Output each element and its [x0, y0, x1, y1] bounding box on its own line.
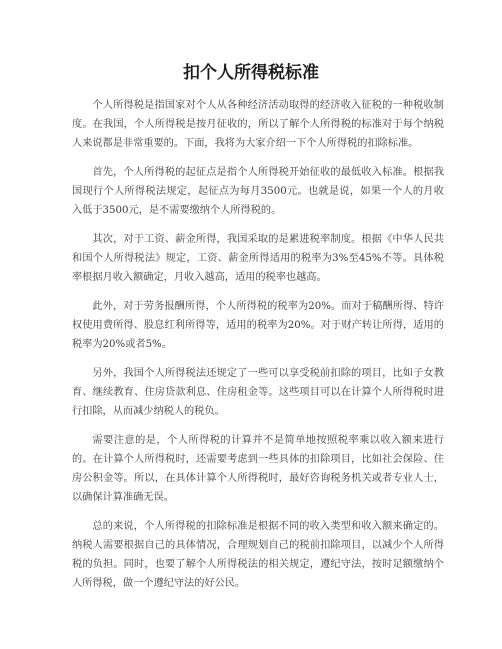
paragraph-deductions: 另外，我国个人所得税法还规定了一些可以享受税前扣除的项目，比如子女教育、继续教育、住房贷款利息、住房租金等。这些项目可以在计算个人所得税时进行扣除，从而减少纳税人的税负。	[72, 368, 444, 417]
paragraph-intro: 个人所得税是指国家对个人从各种经济活动取得的经济收入征税的一种税收制度。在我国，个人所得税是按月征收的，所以了解个人所得税的标准对于每个纳税人来说都是非常重要的。下面，我将为大家介绍一下个人所得税的扣除标准。	[72, 100, 444, 149]
paragraph-other-income-rates: 此外，对于劳务报酬所得，个人所得税的税率为20%。而对于稿酬所得、特许权使用费所得、股息红利所得等，适用的税率为20%。对于财产转让所得，适用的税率为20%或者5%。	[72, 301, 444, 350]
paragraph-progressive-rate: 其次，对于工资、薪金所得，我国采取的是累进税率制度。根据《中华人民共和国个人所得税法》规定，工资、薪金所得适用的税率为3%至45%不等。具体税率根据月收入额确定，月收入越高，适用的税率也越高。	[72, 234, 444, 283]
document-title: 扣个人所得税标准	[183, 63, 319, 83]
paragraph-calculation-note: 需要注意的是，个人所得税的计算并不是简单地按照税率乘以收入额来进行的。在计算个人所得税时，还需要考虑到一些具体的扣除项目，比如社会保险、住房公积金等。所以，在具体计算个人所得税时，最好咨询税务机关或者专业人士，以确保计算准确无误。	[72, 435, 444, 503]
document-body	[72, 96, 444, 603]
paragraph-conclusion: 总的来说，个人所得税的扣除标准是根据不同的收入类型和收入额来确定的。纳税人需要根据自己的具体情况，合理规划自己的税前扣除项目，以减少个人所得税的负担。同时，也要了解个人所得税法的相关规定，遵纪守法，按时足额缴纳个人所得税，做一个遵纪守法的好公民。	[72, 521, 444, 589]
paragraph-threshold: 首先，个人所得税的起征点是指个人所得税开始征收的最低收入标准。根据我国现行个人所得税法规定，起征点为每月3500元。也就是说，如果一个人的月收入低于3500元，是不需要缴纳个人所得税的。	[72, 167, 444, 216]
